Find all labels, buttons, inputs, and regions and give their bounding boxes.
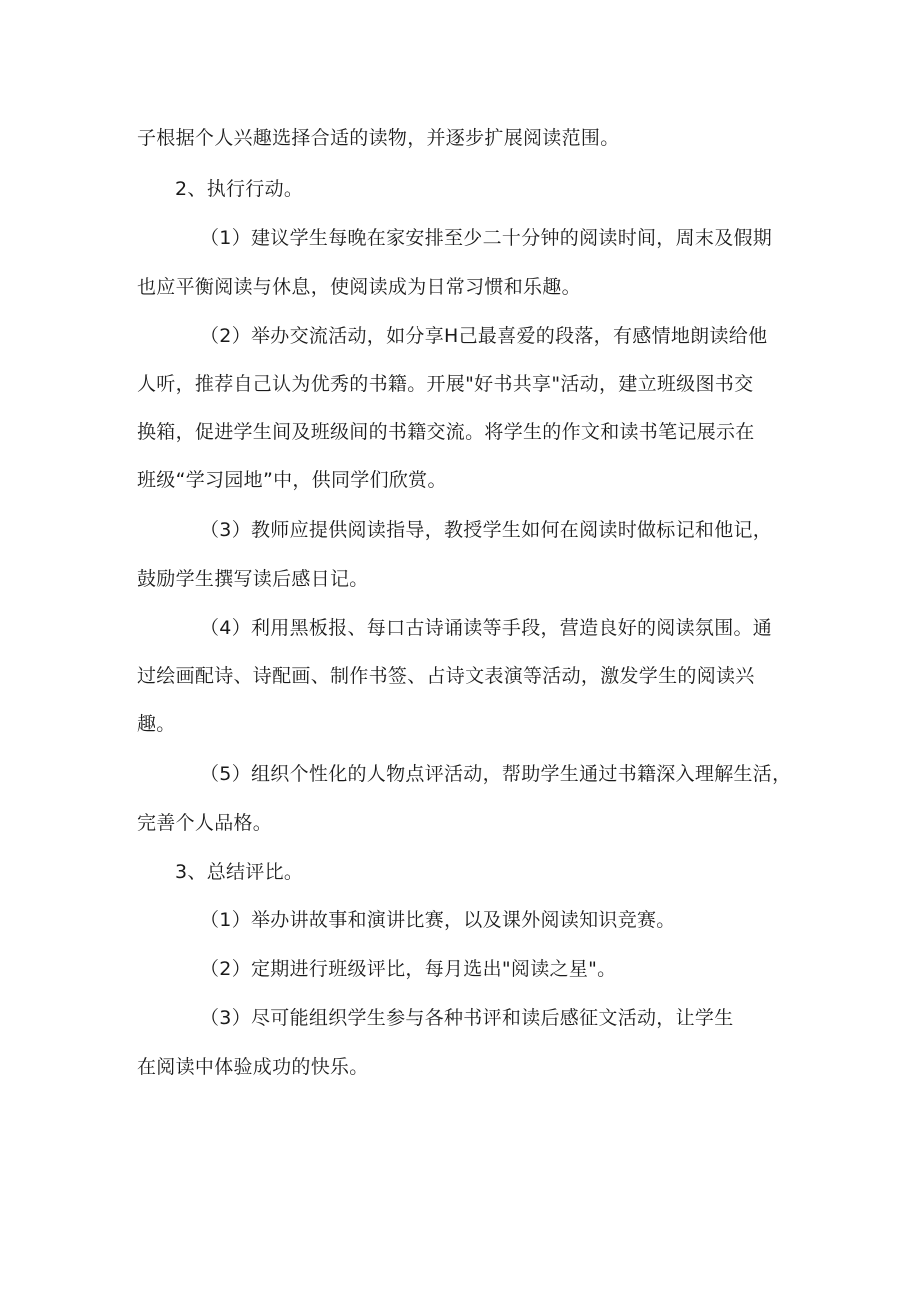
- text-line-13: 趣。: [137, 713, 176, 735]
- text-line-17: （1）举办讲故事和演讲比赛，以及课外阅读知识竞赛。: [200, 909, 676, 931]
- section-heading-3: 3、总结评比。: [175, 861, 304, 883]
- text-line-6: 人听，推荐自己认为优秀的书籍。开展"好书共享"活动，建立班级图书交: [137, 373, 754, 395]
- text-line-12: 过绘画配诗、诗配画、制作书签、占诗文表演等活动，激发学生的阅读兴: [137, 665, 755, 687]
- text-line-11: （4）利用黑板报、每口古诗诵读等手段，营造良好的阅读氛围。通: [200, 617, 773, 639]
- text-line-14: （5）组织个性化的人物点评活动，帮助学生通过书籍深入理解生活，: [200, 763, 792, 785]
- text-line-4: 也应平衡阅读与休息，使阅读成为日常习惯和乐趣。: [137, 276, 581, 298]
- text-line-3: （1）建议学生每晚在家安排至少二十分钟的阅读时间，周末及假期: [200, 227, 773, 249]
- text-line-5: （2）举办交流活动，如分享H己最喜爱的段落，有感情地朗读给他: [200, 325, 768, 347]
- text-line-9: （3）教师应提供阅读指导，教授学生如何在阅读时做标记和他记，: [200, 519, 773, 541]
- text-line-20: 在阅读中体验成功的快乐。: [137, 1056, 369, 1078]
- text-line-10: 鼓励学生撰写读后感日记。: [137, 568, 369, 590]
- text-line-1: 子根据个人兴趣选择合适的读物，并逐步扩展阅读范围。: [137, 127, 620, 149]
- text-line-19: （3）尽可能组织学生参与各种书评和读后感征文活动，让学生: [200, 1007, 734, 1029]
- text-line-8: 班级“学习园地”中，供同学们欣赏。: [137, 469, 447, 491]
- section-heading-2: 2、执行行动。: [175, 178, 304, 200]
- text-line-15: 完善个人品格。: [137, 812, 273, 834]
- text-line-7: 换箱，促进学生间及班级间的书籍交流。将学生的作文和读书笔记展示在: [137, 421, 755, 443]
- text-line-18: （2）定期进行班级评比，每月选出"阅读之星"。: [200, 958, 617, 980]
